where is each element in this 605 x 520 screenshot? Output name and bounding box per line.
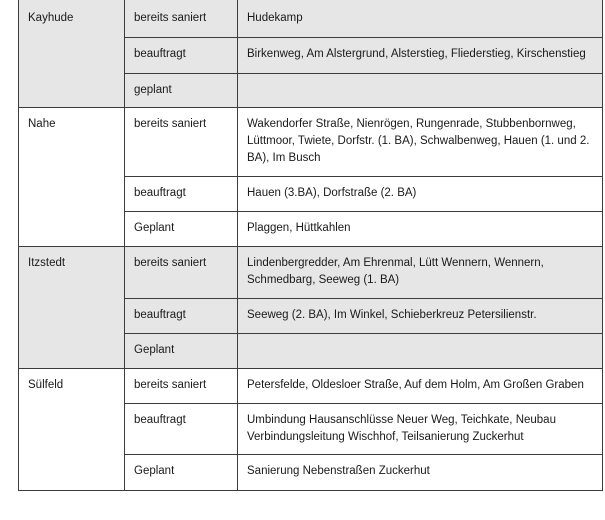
status-cell: bereits saniert <box>125 246 238 298</box>
streets-cell: Plaggen, Hüttkahlen <box>238 211 603 246</box>
status-cell: beauftragt <box>125 403 238 454</box>
status-cell: beauftragt <box>125 298 238 333</box>
streets-cell: Petersfelde, Oldesloer Straße, Auf dem Holm, Am Großen Graben <box>238 368 603 403</box>
location-cell: Kayhude <box>19 0 125 107</box>
streets-cell: Seeweg (2. BA), Im Winkel, Schieberkreuz Petersilienstr. <box>238 298 603 333</box>
location-cell: Itzstedt <box>19 246 125 368</box>
sanitation-table <box>18 0 603 491</box>
sanitation-table-container <box>18 0 602 491</box>
streets-cell: Hudekamp <box>238 0 603 37</box>
status-cell: bereits saniert <box>125 0 238 37</box>
table-row <box>19 107 603 176</box>
streets-cell: Umbindung Hausanschlüsse Neuer Weg, Teichkate, Neubau Verbindungsleitung Wischhof, Teilsanierung Zuckerhut <box>238 403 603 454</box>
table-row <box>19 368 603 403</box>
status-cell: beauftragt <box>125 176 238 211</box>
status-cell: beauftragt <box>125 37 238 73</box>
streets-cell: Lindenbergredder, Am Ehrenmal, Lütt Wennern, Wennern, Schmedbarg, Seeweg (1. BA) <box>238 246 603 298</box>
status-cell: Geplant <box>125 211 238 246</box>
streets-cell: Wakendorfer Straße, Nienrögen, Rungenrade, Stubbenbornweg, Lüttmoor, Twiete, Dorfstr. (1. BA), Schwalbenweg, Hauen (1. und 2. BA), Im Busch <box>238 107 603 176</box>
table-row <box>19 246 603 298</box>
status-cell: bereits saniert <box>125 368 238 403</box>
location-cell: Sülfeld <box>19 368 125 490</box>
streets-cell <box>238 333 603 368</box>
status-cell: bereits saniert <box>125 107 238 176</box>
status-cell: geplant <box>125 73 238 107</box>
status-cell: Geplant <box>125 333 238 368</box>
streets-cell: Hauen (3.BA), Dorfstraße (2. BA) <box>238 176 603 211</box>
streets-cell <box>238 73 603 107</box>
streets-cell: Sanierung Nebenstraßen Zuckerhut <box>238 454 603 490</box>
streets-cell: Birkenweg, Am Alstergrund, Alsterstieg, Fliederstieg, Kirschenstieg <box>238 37 603 73</box>
status-cell: Geplant <box>125 454 238 490</box>
location-cell: Nahe <box>19 107 125 246</box>
table-row <box>19 0 603 37</box>
